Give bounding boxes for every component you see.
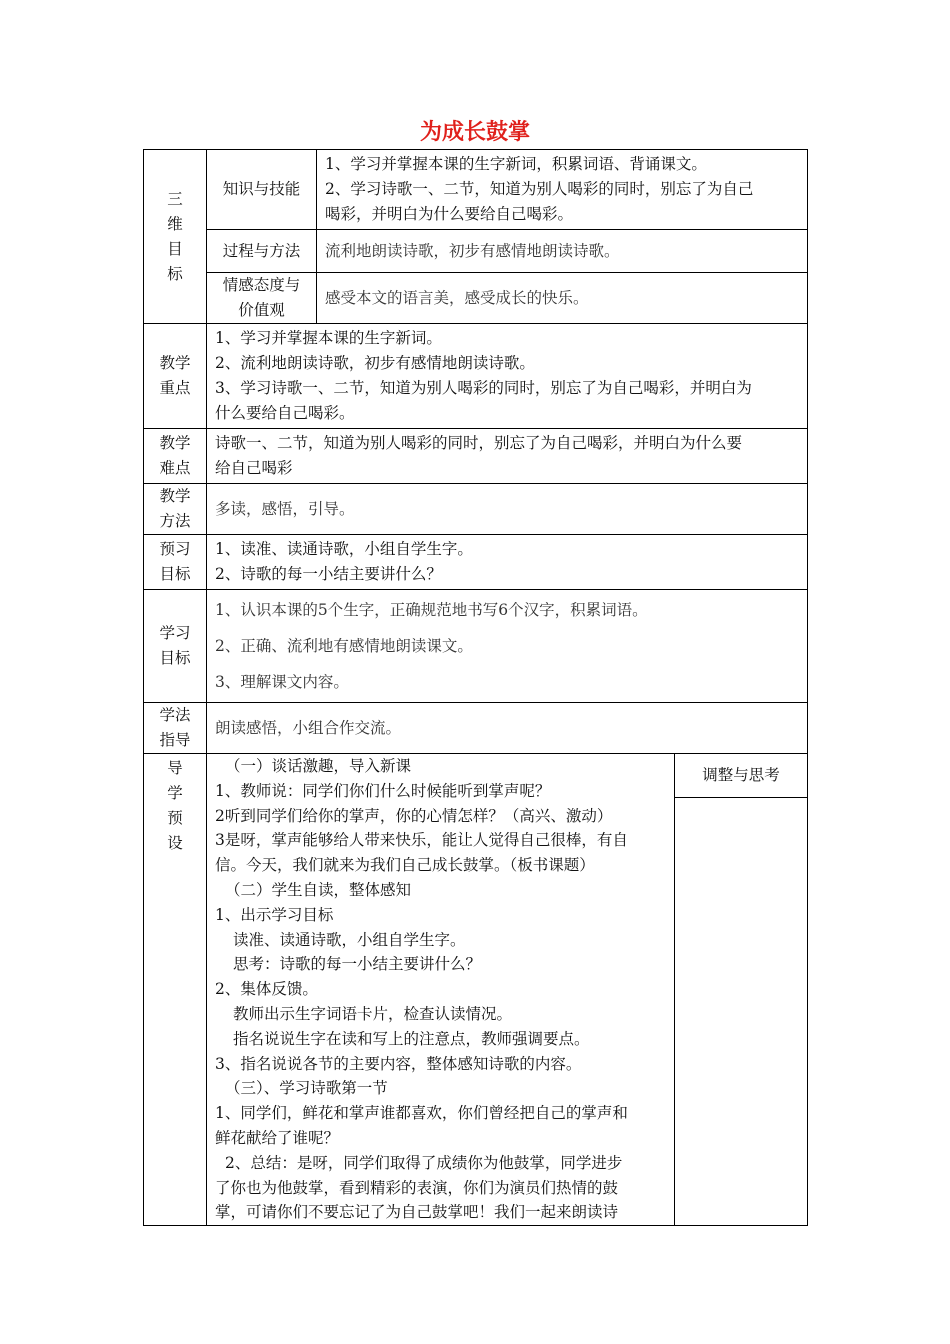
- text-line: 给自己喝彩: [215, 459, 293, 477]
- text-line: 2、总结：是呀，同学们取得了成绩你为他鼓掌，同学进步: [225, 1153, 623, 1172]
- text-line: 读准、读通诗歌，小组自学生字。: [233, 930, 466, 949]
- sanwei-label-char: 目: [167, 239, 183, 258]
- text-line: 1、认识本课的5个生字，正确规范地书写6个汉字，积累词语。: [215, 601, 648, 619]
- study-guide-label: [144, 703, 207, 754]
- text-line: 喝彩，并明白为什么要给自己喝彩。: [325, 205, 574, 223]
- difficulties-content: [207, 429, 808, 484]
- text-line: 3、指名说说各节的主要内容，整体感知诗歌的内容。: [215, 1054, 582, 1073]
- text-line: （一）谈话激趣，导入新课: [225, 757, 412, 775]
- preview-goals-content: [207, 535, 808, 590]
- learning-goals-label: [144, 590, 207, 703]
- label-line: 教学: [159, 487, 191, 505]
- label-char: 设: [167, 834, 183, 852]
- label-line: 目标: [159, 565, 191, 583]
- text-line: 3是呀，掌声能够给人带来快乐，能让人觉得自己很棒，有自: [215, 831, 628, 850]
- text-line: 1、出示学习目标: [215, 905, 334, 924]
- method-content: 多读，感悟，引导。: [207, 484, 808, 535]
- text-line: 3、学习诗歌一、二节，知道为别人喝彩的同时，别忘了为自己喝彩，并明白为: [215, 379, 752, 397]
- text-line: 2、正确、流利地有感情地朗读课文。: [215, 637, 473, 655]
- label-line: 学法: [159, 706, 191, 724]
- guided-plan-content: [207, 754, 675, 1226]
- label-line: 重点: [159, 379, 191, 397]
- method-label: [144, 484, 207, 535]
- text-line: 3、理解课文内容。: [215, 673, 349, 691]
- label-line: 教学: [159, 354, 191, 372]
- guided-plan-label: [144, 754, 207, 1226]
- text-line: 2、诗歌的每一小结主要讲什么？: [215, 565, 442, 583]
- key-points-content: [207, 324, 808, 429]
- text-line: 2、集体反馈。: [215, 980, 318, 999]
- label-char: 预: [167, 809, 183, 827]
- study-guide-content: 朗读感悟，小组合作交流。: [207, 703, 808, 754]
- emotion-values-label: [207, 273, 317, 324]
- sanwei-label: [144, 150, 207, 324]
- text-line: 什么要给自己喝彩。: [215, 404, 355, 422]
- sanwei-label-char: 标: [167, 264, 183, 283]
- text-line: 教师出示生字词语卡片，检查认读情况。: [233, 1004, 513, 1023]
- text-line: 思考：诗歌的每一小结主要讲什么？: [233, 955, 482, 974]
- text-line: 1、学习并掌握本课的生字新词。: [215, 329, 442, 347]
- text-line: 1、同学们，鲜花和掌声谁都喜欢，你们曾经把自己的掌声和: [215, 1104, 628, 1123]
- document-title: 为成长鼓掌: [419, 120, 530, 145]
- process-method-label: 过程与方法: [207, 230, 317, 273]
- label-line: 教学: [159, 434, 191, 452]
- text-line: （二）学生自读，整体感知: [225, 880, 412, 899]
- text-line: 了你也为他鼓掌，看到精彩的表演，你们为演员们热情的鼓: [215, 1178, 619, 1197]
- key-points-label: [144, 324, 207, 429]
- text-line: 1、学习并掌握本课的生字新词，积累词语、背诵课文。: [325, 155, 707, 173]
- label-line: 预习: [159, 540, 191, 558]
- label-line: 方法: [159, 512, 191, 530]
- text-line: 鲜花献给了谁呢？: [215, 1128, 340, 1147]
- text-line: 2、学习诗歌一、二节，知道为别人喝彩的同时，别忘了为自己: [325, 180, 754, 198]
- process-method-content: 流利地朗读诗歌，初步有感情地朗读诗歌。: [317, 230, 808, 273]
- preview-goals-label: [144, 535, 207, 590]
- text-line: 掌，可请你们不要忘记了为自己鼓掌吧！我们一起来朗读诗: [215, 1203, 619, 1222]
- label-line: 目标: [159, 649, 191, 667]
- label-line: 学习: [159, 624, 191, 642]
- adjust-reflect-cell: [675, 798, 808, 1226]
- label-line: 价值观: [238, 301, 285, 319]
- sanwei-label-char: 维: [167, 214, 183, 233]
- label-line: 难点: [159, 459, 191, 477]
- adjust-reflect-header: 调整与思考: [675, 754, 808, 798]
- text-line: 诗歌一、二节，知道为别人喝彩的同时，别忘了为自己喝彩，并明白为什么要: [215, 434, 743, 452]
- learning-goals-content: [207, 590, 808, 703]
- difficulties-label: [144, 429, 207, 484]
- text-line: 1、读准、读通诗歌，小组自学生字。: [215, 540, 473, 558]
- knowledge-skills-label: 知识与技能: [207, 150, 317, 230]
- label-char: 导: [167, 759, 183, 777]
- text-line: 信。今天，我们就来为我们自己成长鼓掌。（板书课题）: [215, 856, 595, 875]
- text-line: 2听到同学们给你的掌声，你的心情怎样？（高兴、激动）: [215, 806, 613, 825]
- emotion-values-content: 感受本文的语言美，感受成长的快乐。: [317, 273, 808, 324]
- label-char: 学: [167, 784, 183, 802]
- label-line: 情感态度与: [222, 276, 301, 294]
- lesson-plan-table: [143, 149, 808, 1226]
- text-line: 1、教师说：同学们你们什么时候能听到掌声呢？: [215, 781, 551, 800]
- text-line: 2、流利地朗读诗歌，初步有感情地朗读诗歌。: [215, 354, 535, 372]
- label-line: 指导: [159, 731, 191, 749]
- text-line: （三）、学习诗歌第一节: [225, 1079, 388, 1098]
- text-line: 指名说说生字在读和写上的注意点，教师强调要点。: [233, 1029, 590, 1048]
- sanwei-label-char: 三: [167, 189, 183, 208]
- knowledge-skills-content: [317, 150, 808, 230]
